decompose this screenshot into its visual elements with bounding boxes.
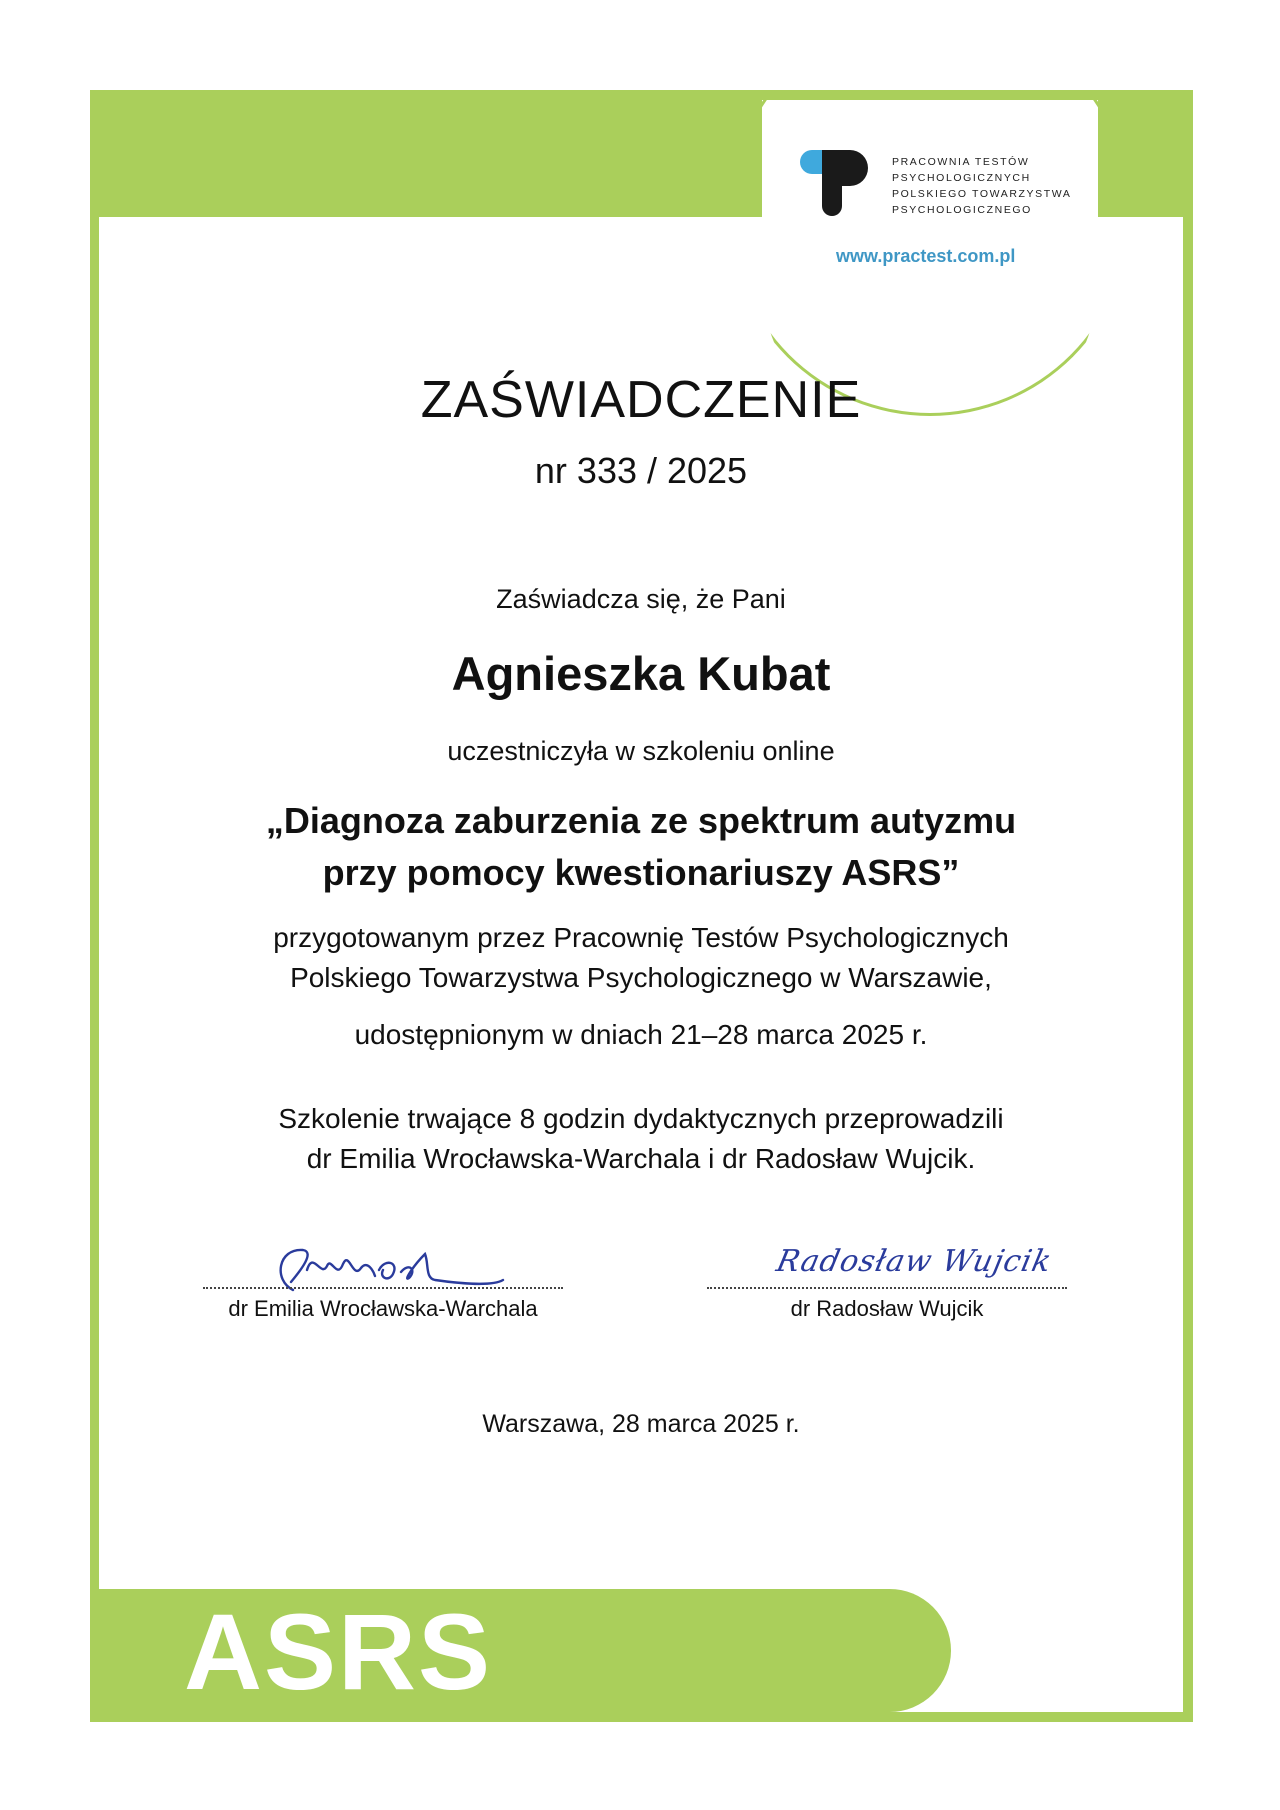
organizer-text [99, 918, 1183, 998]
logo-line: PSYCHOLOGICZNYCH [892, 172, 1031, 184]
recipient-name: Agnieszka Kubat [451, 647, 831, 700]
trainers-text [99, 1099, 1183, 1179]
signatory-name: dr Radosław Wujcik [790, 1296, 984, 1321]
certificate-title: ZAŚWIADCZENIE [420, 371, 862, 429]
handwritten-signature: Radosław Wujcik [773, 1244, 1056, 1279]
trainers-line: Szkolenie trwające 8 godzin dydaktycznych przeprowadzili [278, 1103, 1004, 1134]
certificate-number: nr 333 / 2025 [534, 450, 748, 491]
intro-text: Zaświadcza się, że Pani [496, 584, 786, 614]
signatory-name: dr Emilia Wrocławska-Warchala [228, 1296, 538, 1321]
logo-line: PSYCHOLOGICZNEGO [892, 204, 1032, 216]
logo-line: POLSKIEGO TOWARZYSTWA [892, 188, 1072, 200]
signature-right [707, 1240, 1067, 1330]
organizer-line: przygotowanym przez Pracownię Testów Psychologicznych [273, 922, 1009, 953]
website-link[interactable]: www.practest.com.pl [836, 246, 1016, 266]
signature-left [203, 1240, 563, 1330]
trainers-line: dr Emilia Wrocławska-Warchala i dr Radosław Wujcik. [306, 1143, 976, 1174]
availability-dates: udostępnionym w dniach 21–28 marca 2025 r. [354, 1019, 928, 1050]
logo-line: PRACOWNIA TESTÓW [892, 156, 1030, 168]
logo-text [892, 154, 1071, 218]
handwritten-signature [203, 1240, 563, 1300]
participation-text: uczestniczyła w szkoleniu online [447, 736, 835, 766]
organizer-line: Polskiego Towarzystwa Psychologicznego w Warszawie, [290, 962, 992, 993]
course-title-line: przy pomocy kwestionariuszy ASRS” [322, 852, 960, 893]
course-title-line: „Diagnoza zaburzenia ze spektrum autyzmu [265, 800, 1017, 841]
practest-logo-icon [800, 150, 870, 216]
place-and-date: Warszawa, 28 marca 2025 r. [482, 1410, 800, 1438]
signature-line [707, 1287, 1067, 1289]
banner-title: ASRS [184, 1591, 493, 1712]
signature-line [203, 1287, 563, 1289]
course-title [99, 795, 1183, 899]
